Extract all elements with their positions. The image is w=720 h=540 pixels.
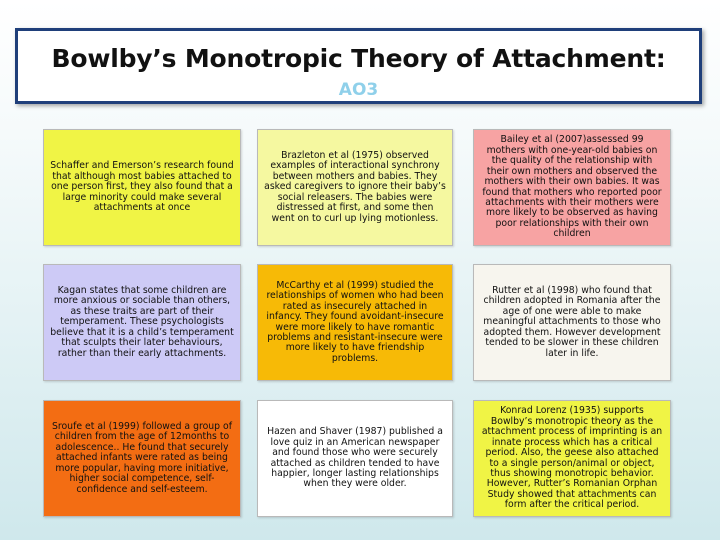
card-text: Hazen and Shaver (1987) published a love quiz in an American newspaper and found those who were securely attached as children tended to have happier, longer lasting relationships when they were older.	[267, 426, 443, 490]
card-brazleton	[257, 129, 453, 246]
slide-subtitle: AO3	[338, 80, 379, 100]
card-text: Bailey et al (2007)assessed 99 mothers with one-year-old babies on the quality of the relationship with their own mothers and observed the mothers with their own babies. It was found that mothers who reported poor attachments with their mothers were more likely to be observed as having poor relationships with their own children	[482, 134, 662, 240]
card-mccarthy	[257, 264, 453, 381]
card-text: Konrad Lorenz (1935) supports Bowlby’s monotropic theory as the attachment process of imprinting is an innate process which has a critical period. Also, the geese also attached to a single person/animal or object, thus showing monotropic behavior. However, Rutter’s Romanian Orphan Study showed that attachments can form after the critical period.	[481, 405, 663, 511]
card-schaffer-emerson	[43, 129, 241, 246]
title-box	[15, 28, 702, 104]
card-text: Brazleton et al (1975) observed examples of interactional synchrony between mothers and babies. They asked caregivers to ignore their baby’s social releasers. The babies were distressed at first, and some then went on to curl up lying motionless.	[264, 150, 446, 224]
card-kagan	[43, 264, 241, 381]
card-text: Sroufe et al (1999) followed a group of children from the age of 12months to adolescence.. He found that securely attached infants were rated as being more popular, having more initiative, higher social competence, self-confidence and self-esteem.	[51, 421, 233, 495]
slide-title: Bowlby’s Monotropic Theory of Attachment:	[51, 44, 666, 73]
card-text: Kagan states that some children are more anxious or sociable than others, as these traits are part of their temperament. These psychologists believe that it is a child’s temperament that sculpts their later behaviours, rather than their early attachments.	[50, 285, 234, 359]
card-text: McCarthy et al (1999) studied the relationships of women who had been rated as insecurely attached in infancy. They found avoidant-insecure were more likely to have romantic problems and resistant-insecure were more likely to have friendship problems.	[266, 279, 444, 364]
card-text: Rutter et al (1998) who found that children adopted in Romania after the age of one were able to make meaningful attachments to those who adopted them. However development tended to be slower in these children later in life.	[483, 285, 661, 359]
card-lorenz	[473, 400, 671, 517]
card-rutter	[473, 264, 671, 381]
card-sroufe	[43, 400, 241, 517]
card-bailey	[473, 129, 671, 246]
card-text: Schaffer and Emerson’s research found that although most babies attached to one person first, they also found that a large minority could make several attachments at once	[50, 160, 234, 214]
card-hazen-shaver	[257, 400, 453, 517]
